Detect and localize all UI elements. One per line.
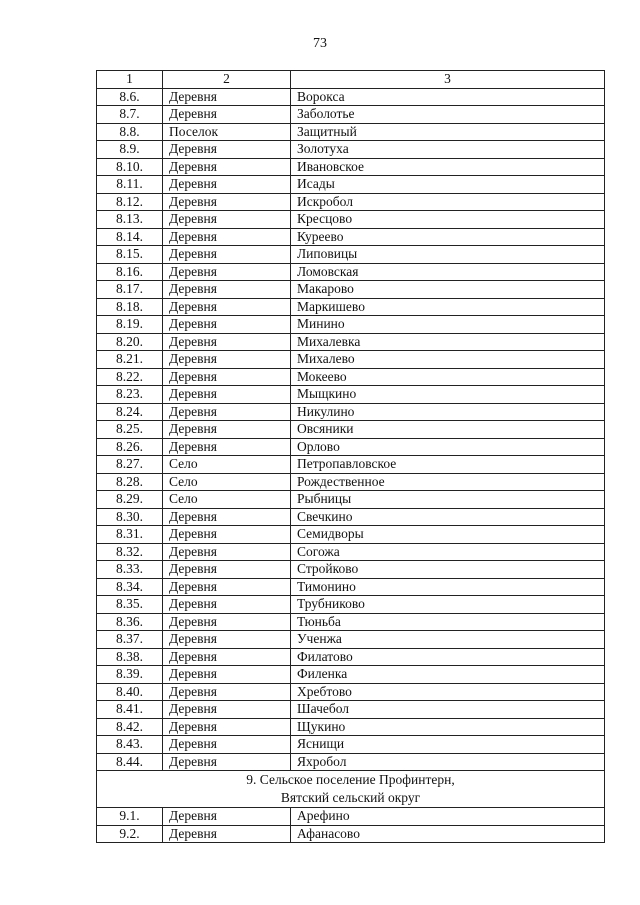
settlement-name: Искробол xyxy=(291,193,605,211)
settlement-type: Деревня xyxy=(163,578,291,596)
settlement-type: Поселок xyxy=(163,123,291,141)
settlement-name: Свечкино xyxy=(291,508,605,526)
row-number: 8.28. xyxy=(97,473,163,491)
table-row xyxy=(97,631,605,649)
table-row xyxy=(97,596,605,614)
table-header-row xyxy=(97,71,605,89)
section-title-line-1: 9. Сельское поселение Профинтерн, xyxy=(246,772,455,787)
row-number: 8.27. xyxy=(97,456,163,474)
settlement-type: Деревня xyxy=(163,106,291,124)
table-row xyxy=(97,281,605,299)
table-row xyxy=(97,613,605,631)
table-row xyxy=(97,123,605,141)
table-row xyxy=(97,263,605,281)
settlement-name: Тимонино xyxy=(291,578,605,596)
row-number: 8.23. xyxy=(97,386,163,404)
settlement-type: Деревня xyxy=(163,386,291,404)
row-number: 8.7. xyxy=(97,106,163,124)
settlement-name: Макарово xyxy=(291,281,605,299)
settlement-name: Золотуха xyxy=(291,141,605,159)
settlement-name: Маркишево xyxy=(291,298,605,316)
row-number: 8.36. xyxy=(97,613,163,631)
settlement-name: Мокеево xyxy=(291,368,605,386)
settlement-name: Орлово xyxy=(291,438,605,456)
settlement-type: Деревня xyxy=(163,176,291,194)
settlement-type: Деревня xyxy=(163,88,291,106)
settlement-name: Ивановское xyxy=(291,158,605,176)
settlement-type: Деревня xyxy=(163,421,291,439)
row-number: 8.42. xyxy=(97,718,163,736)
settlement-name: Защитный xyxy=(291,123,605,141)
table-row xyxy=(97,578,605,596)
section-title xyxy=(97,771,605,808)
row-number: 8.34. xyxy=(97,578,163,596)
table-row xyxy=(97,456,605,474)
table-row xyxy=(97,298,605,316)
settlement-name: Липовицы xyxy=(291,246,605,264)
settlement-type: Деревня xyxy=(163,193,291,211)
row-number: 8.14. xyxy=(97,228,163,246)
settlement-name: Никулино xyxy=(291,403,605,421)
row-number: 8.20. xyxy=(97,333,163,351)
settlement-type: Деревня xyxy=(163,718,291,736)
table-row xyxy=(97,351,605,369)
row-number: 8.12. xyxy=(97,193,163,211)
settlement-name: Шачебол xyxy=(291,701,605,719)
table-row xyxy=(97,386,605,404)
table-row xyxy=(97,825,605,843)
settlement-name: Афанасово xyxy=(291,825,605,843)
settlement-name: Филатово xyxy=(291,648,605,666)
settlement-name: Ломовская xyxy=(291,263,605,281)
settlement-name: Рыбницы xyxy=(291,491,605,509)
table-row xyxy=(97,508,605,526)
settlement-type: Деревня xyxy=(163,561,291,579)
settlement-name: Михалево xyxy=(291,351,605,369)
row-number: 8.35. xyxy=(97,596,163,614)
settlement-name: Щукино xyxy=(291,718,605,736)
settlement-type: Деревня xyxy=(163,631,291,649)
table-row xyxy=(97,333,605,351)
settlement-type: Деревня xyxy=(163,403,291,421)
settlement-type: Деревня xyxy=(163,753,291,771)
settlement-name: Минино xyxy=(291,316,605,334)
row-number: 8.39. xyxy=(97,666,163,684)
settlement-type: Деревня xyxy=(163,508,291,526)
settlement-type: Деревня xyxy=(163,211,291,229)
row-number: 8.29. xyxy=(97,491,163,509)
table-row xyxy=(97,106,605,124)
settlement-type: Деревня xyxy=(163,281,291,299)
table-row xyxy=(97,666,605,684)
settlement-name: Мыщкино xyxy=(291,386,605,404)
settlement-type: Деревня xyxy=(163,438,291,456)
row-number: 8.16. xyxy=(97,263,163,281)
row-number: 8.37. xyxy=(97,631,163,649)
settlement-name: Овсяники xyxy=(291,421,605,439)
settlement-type: Деревня xyxy=(163,228,291,246)
settlement-name: Ученжа xyxy=(291,631,605,649)
table-row xyxy=(97,683,605,701)
settlements-table-body xyxy=(97,71,605,843)
settlement-name: Хребтово xyxy=(291,683,605,701)
settlement-type: Село xyxy=(163,473,291,491)
table-row xyxy=(97,421,605,439)
row-number: 8.21. xyxy=(97,351,163,369)
settlement-type: Деревня xyxy=(163,808,291,826)
table-row xyxy=(97,808,605,826)
settlement-type: Деревня xyxy=(163,263,291,281)
row-number: 8.30. xyxy=(97,508,163,526)
settlement-name: Стройково xyxy=(291,561,605,579)
settlement-name: Согожа xyxy=(291,543,605,561)
settlement-name: Семидворы xyxy=(291,526,605,544)
row-number: 8.13. xyxy=(97,211,163,229)
settlement-type: Деревня xyxy=(163,666,291,684)
settlement-type: Село xyxy=(163,491,291,509)
settlement-type: Деревня xyxy=(163,316,291,334)
row-number: 8.15. xyxy=(97,246,163,264)
settlement-name: Тюньба xyxy=(291,613,605,631)
settlement-name: Яснищи xyxy=(291,736,605,754)
settlement-name: Петропавловское xyxy=(291,456,605,474)
settlement-type: Деревня xyxy=(163,246,291,264)
row-number: 8.44. xyxy=(97,753,163,771)
table-row xyxy=(97,753,605,771)
table-row xyxy=(97,648,605,666)
settlement-type: Деревня xyxy=(163,298,291,316)
row-number: 8.24. xyxy=(97,403,163,421)
section-header-row xyxy=(97,771,605,808)
row-number: 8.6. xyxy=(97,88,163,106)
settlement-name: Филенка xyxy=(291,666,605,684)
row-number: 8.8. xyxy=(97,123,163,141)
header-cell-1: 1 xyxy=(97,71,163,89)
table-row xyxy=(97,158,605,176)
page-number: 73 xyxy=(313,36,327,51)
table-row xyxy=(97,141,605,159)
header-cell-3: 3 xyxy=(291,71,605,89)
row-number: 8.40. xyxy=(97,683,163,701)
table-row xyxy=(97,438,605,456)
row-number: 8.11. xyxy=(97,176,163,194)
table-row xyxy=(97,718,605,736)
settlement-type: Деревня xyxy=(163,613,291,631)
settlement-type: Село xyxy=(163,456,291,474)
settlement-type: Деревня xyxy=(163,368,291,386)
row-number: 8.32. xyxy=(97,543,163,561)
settlement-type: Деревня xyxy=(163,736,291,754)
table-row xyxy=(97,491,605,509)
row-number: 9.2. xyxy=(97,825,163,843)
table-row xyxy=(97,88,605,106)
settlement-name: Кресцово xyxy=(291,211,605,229)
table-row xyxy=(97,701,605,719)
table-row xyxy=(97,543,605,561)
settlement-type: Деревня xyxy=(163,596,291,614)
table-row xyxy=(97,176,605,194)
settlement-name: Заболотье xyxy=(291,106,605,124)
table-row xyxy=(97,473,605,491)
row-number: 9.1. xyxy=(97,808,163,826)
settlement-name: Рождественное xyxy=(291,473,605,491)
table-row xyxy=(97,736,605,754)
table-row xyxy=(97,228,605,246)
settlement-type: Деревня xyxy=(163,825,291,843)
table-row xyxy=(97,316,605,334)
section-title-line-2: Вятский сельский округ xyxy=(280,790,421,805)
row-number: 8.25. xyxy=(97,421,163,439)
row-number: 8.43. xyxy=(97,736,163,754)
row-number: 8.10. xyxy=(97,158,163,176)
table-row xyxy=(97,246,605,264)
row-number: 8.9. xyxy=(97,141,163,159)
settlement-type: Деревня xyxy=(163,648,291,666)
settlement-type: Деревня xyxy=(163,526,291,544)
table-row xyxy=(97,211,605,229)
settlement-type: Деревня xyxy=(163,683,291,701)
settlement-name: Куреево xyxy=(291,228,605,246)
table-row xyxy=(97,403,605,421)
settlement-name: Трубниково xyxy=(291,596,605,614)
settlement-type: Деревня xyxy=(163,543,291,561)
row-number: 8.26. xyxy=(97,438,163,456)
settlement-type: Деревня xyxy=(163,333,291,351)
settlement-type: Деревня xyxy=(163,141,291,159)
table-row xyxy=(97,193,605,211)
settlement-type: Деревня xyxy=(163,351,291,369)
row-number: 8.33. xyxy=(97,561,163,579)
settlements-table xyxy=(96,70,605,843)
settlement-name: Арефино xyxy=(291,808,605,826)
settlement-type: Деревня xyxy=(163,158,291,176)
table-row xyxy=(97,561,605,579)
settlement-name: Исады xyxy=(291,176,605,194)
table-row xyxy=(97,368,605,386)
row-number: 8.38. xyxy=(97,648,163,666)
header-cell-2: 2 xyxy=(163,71,291,89)
row-number: 8.18. xyxy=(97,298,163,316)
row-number: 8.22. xyxy=(97,368,163,386)
row-number: 8.41. xyxy=(97,701,163,719)
settlement-type: Деревня xyxy=(163,701,291,719)
row-number: 8.17. xyxy=(97,281,163,299)
settlement-name: Яхробол xyxy=(291,753,605,771)
row-number: 8.19. xyxy=(97,316,163,334)
settlement-name: Михалевка xyxy=(291,333,605,351)
settlement-name: Ворокса xyxy=(291,88,605,106)
row-number: 8.31. xyxy=(97,526,163,544)
table-row xyxy=(97,526,605,544)
